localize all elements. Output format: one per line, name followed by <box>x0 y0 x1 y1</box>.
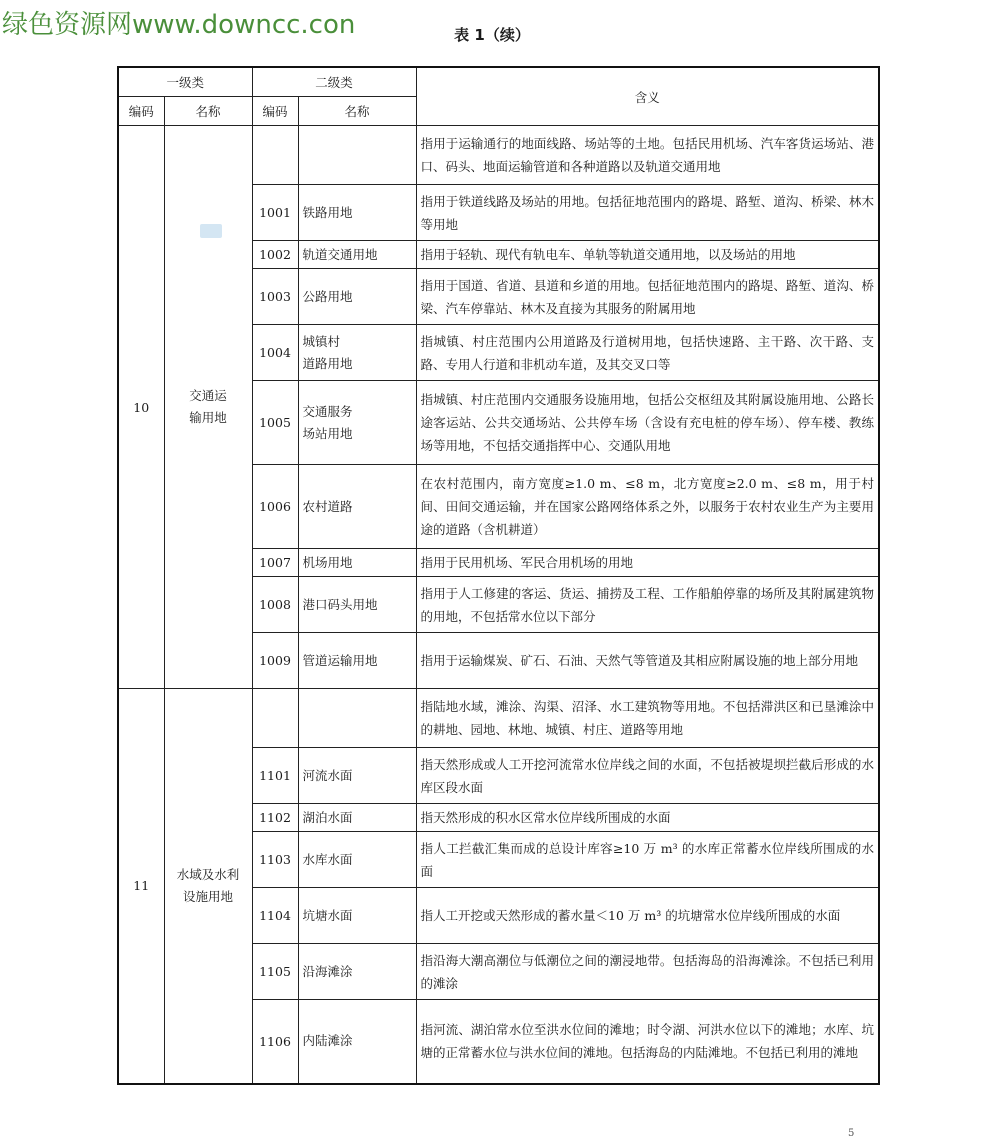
level2-code-cell: 1104 <box>252 888 298 944</box>
level2-code-cell: 1006 <box>252 465 298 549</box>
level2-code-cell <box>252 126 298 185</box>
meaning-cell: 指城镇、村庄范围内交通服务设施用地，包括公交枢纽及其附属设施用地、公路长途客运站、公共交通场站、公共停车场（含设有充电桩的停车场）、停车楼、教练场等用地，不包括交通指挥中心、交通队用地 <box>416 381 879 465</box>
meaning-cell: 指用于轻轨、现代有轨电车、单轨等轨道交通用地，以及场站的用地 <box>416 241 879 269</box>
header-level2: 二级类 <box>252 67 416 97</box>
level2-name-cell: 沿海滩涂 <box>298 944 416 1000</box>
land-classification-table <box>117 66 880 1085</box>
level2-name-cell: 公路用地 <box>298 269 416 325</box>
header-level1-code: 编码 <box>118 97 164 126</box>
level2-code-cell: 1001 <box>252 185 298 241</box>
watermark-text: 绿色资源网www.downcc.con <box>2 10 356 40</box>
meaning-cell: 指天然形成或人工开挖河流常水位岸线之间的水面，不包括被堤坝拦截后形成的水库区段水面 <box>416 748 879 804</box>
meaning-cell: 指用于民用机场、军民合用机场的用地 <box>416 549 879 577</box>
level2-name-cell: 水库水面 <box>298 832 416 888</box>
header-level1: 一级类 <box>118 67 252 97</box>
level2-name-cell: 交通服务 场站用地 <box>298 381 416 465</box>
level2-name-cell: 坑塘水面 <box>298 888 416 944</box>
table-body <box>118 126 879 1084</box>
level2-name-cell: 农村道路 <box>298 465 416 549</box>
level2-name-cell: 内陆滩涂 <box>298 1000 416 1084</box>
meaning-cell: 指人工拦截汇集而成的总设计库容≥10 万 m³ 的水库正常蓄水位岸线所围成的水面 <box>416 832 879 888</box>
meaning-cell: 指用于铁道线路及场站的用地。包括征地范围内的路堤、路堑、道沟、桥梁、林木等用地 <box>416 185 879 241</box>
level2-name-cell: 湖泊水面 <box>298 804 416 832</box>
meaning-cell: 指用于运输通行的地面线路、场站等的土地。包括民用机场、汽车客货运场站、港口、码头、地面运输管道和各种道路以及轨道交通用地 <box>416 126 879 185</box>
header-level1-name: 名称 <box>164 97 252 126</box>
table-row <box>118 689 879 748</box>
level2-name-cell: 铁路用地 <box>298 185 416 241</box>
meaning-cell: 指天然形成的积水区常水位岸线所围成的水面 <box>416 804 879 832</box>
level2-code-cell: 1003 <box>252 269 298 325</box>
faint-logo-mark <box>200 224 222 238</box>
header-meaning: 含义 <box>416 67 879 126</box>
meaning-cell: 指用于运输煤炭、矿石、石油、天然气等管道及其相应附属设施的地上部分用地 <box>416 633 879 689</box>
level2-name-cell <box>298 689 416 748</box>
level2-code-cell <box>252 689 298 748</box>
meaning-cell: 指城镇、村庄范围内公用道路及行道树用地，包括快速路、主干路、次干路、支路、专用人行道和非机动车道，及其交叉口等 <box>416 325 879 381</box>
level2-name-cell: 港口码头用地 <box>298 577 416 633</box>
level2-code-cell: 1105 <box>252 944 298 1000</box>
meaning-cell: 指陆地水域，滩涂、沟渠、沼泽、水工建筑物等用地。不包括滞洪区和已垦滩涂中的耕地、园地、林地、城镇、村庄、道路等用地 <box>416 689 879 748</box>
page-number: 5 <box>848 1128 855 1139</box>
meaning-cell: 指沿海大潮高潮位与低潮位之间的潮浸地带。包括海岛的沿海滩涂。不包括已利用的滩涂 <box>416 944 879 1000</box>
level2-name-cell: 轨道交通用地 <box>298 241 416 269</box>
level2-name-cell <box>298 126 416 185</box>
level2-code-cell: 1101 <box>252 748 298 804</box>
meaning-cell: 指用于人工修建的客运、货运、捕捞及工程、工作船舶停靠的场所及其附属建筑物的用地，不包括常水位以下部分 <box>416 577 879 633</box>
level2-code-cell: 1103 <box>252 832 298 888</box>
level2-code-cell: 1007 <box>252 549 298 577</box>
level2-name-cell: 城镇村 道路用地 <box>298 325 416 381</box>
header-level2-code: 编码 <box>252 97 298 126</box>
meaning-cell: 指河流、湖泊常水位至洪水位间的滩地；时令湖、河洪水位以下的滩地；水库、坑塘的正常蓄水位与洪水位间的滩地。包括海岛的内陆滩地。不包括已利用的滩地 <box>416 1000 879 1084</box>
level2-code-cell: 1005 <box>252 381 298 465</box>
level2-code-cell: 1002 <box>252 241 298 269</box>
table-row <box>118 126 879 185</box>
level2-code-cell: 1004 <box>252 325 298 381</box>
meaning-cell: 指人工开挖或天然形成的蓄水量＜10 万 m³ 的坑塘常水位岸线所围成的水面 <box>416 888 879 944</box>
meaning-cell: 在农村范围内，南方宽度≥1.0 m、≤8 m，北方宽度≥2.0 m、≤8 m，用于村间、田间交通运输，并在国家公路网络体系之外，以服务于农村农业生产为主要用途的道路（含机耕道） <box>416 465 879 549</box>
level2-code-cell: 1009 <box>252 633 298 689</box>
level2-code-cell: 1106 <box>252 1000 298 1084</box>
level1-code-cell: 10 <box>118 126 164 689</box>
level1-name-cell: 交通运 输用地 <box>164 126 252 689</box>
level2-code-cell: 1102 <box>252 804 298 832</box>
meaning-cell: 指用于国道、省道、县道和乡道的用地。包括征地范围内的路堤、路堑、道沟、桥梁、汽车停靠站、林木及直接为其服务的附属用地 <box>416 269 879 325</box>
level2-code-cell: 1008 <box>252 577 298 633</box>
level2-name-cell: 河流水面 <box>298 748 416 804</box>
header-level2-name: 名称 <box>298 97 416 126</box>
level2-name-cell: 机场用地 <box>298 549 416 577</box>
level2-name-cell: 管道运输用地 <box>298 633 416 689</box>
level1-name-cell: 水域及水利 设施用地 <box>164 689 252 1084</box>
table-title: 表 1（续） <box>454 26 530 44</box>
level1-code-cell: 11 <box>118 689 164 1084</box>
